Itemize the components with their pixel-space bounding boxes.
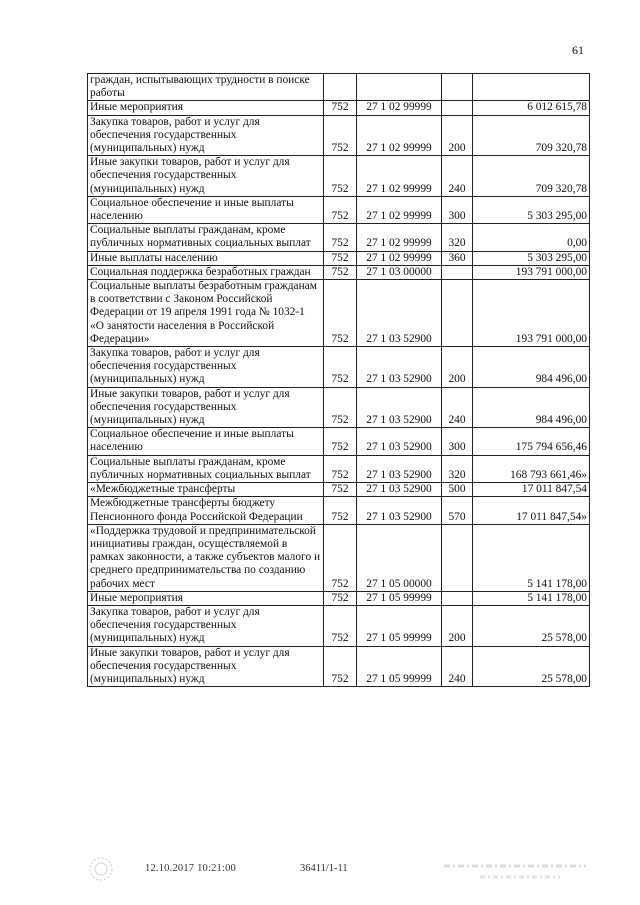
cell-name: Социальная поддержка безработных граждан [88,265,324,279]
cell-vr: 500 [442,483,473,497]
cell-ved: 752 [324,265,357,279]
cell-csr: 27 1 03 52900 [357,455,442,482]
cell-ved: 752 [324,497,357,524]
cell-csr: 27 1 02 99999 [357,101,442,115]
cell-csr: 27 1 05 99999 [357,646,442,687]
cell-csr: 27 1 02 99999 [357,251,442,265]
cell-ved: 752 [324,156,357,197]
table-row [88,115,590,156]
cell-name: «Межбюджетные трансферты [88,483,324,497]
cell-ved: 752 [324,524,357,591]
cell-csr: 27 1 03 52900 [357,347,442,388]
cell-ved: 752 [324,280,357,347]
cell-sum: 17 011 847,54» [473,497,590,524]
cell-name: Социальные выплаты гражданам, кроме публичных нормативных социальных выплат [88,224,324,251]
cell-vr [442,265,473,279]
table-row [88,265,590,279]
cell-sum: 5 141 178,00 [473,591,590,605]
cell-ved: 752 [324,347,357,388]
cell-name: Социальные выплаты безработным гражданам в соответствии с Законом Российской Федерации от 19 апреля 1991 года № 1032-1 «О занятости населения в Российской Федерации» [88,280,324,347]
cell-sum: 17 011 847,54 [473,483,590,497]
cell-vr [442,591,473,605]
cell-vr [442,74,473,101]
cell-csr: 27 1 03 52900 [357,483,442,497]
table-row [88,455,590,482]
cell-vr: 240 [442,387,473,428]
table-body [88,74,590,687]
cell-sum: 25 578,00 [473,646,590,687]
cell-csr: 27 1 02 99999 [357,196,442,223]
budget-table [87,73,590,687]
cell-csr: 27 1 03 00000 [357,265,442,279]
cell-csr: 27 1 05 99999 [357,591,442,605]
cell-vr: 200 [442,605,473,646]
cell-ved: 752 [324,115,357,156]
cell-csr: 27 1 03 52900 [357,280,442,347]
table-row [88,224,590,251]
cell-name: Социальные выплаты гражданам, кроме публичных нормативных социальных выплат [88,455,324,482]
cell-sum: 709 320,78 [473,115,590,156]
cell-vr [442,101,473,115]
cell-name: Иные выплаты населению [88,251,324,265]
table-row [88,497,590,524]
cell-vr [442,280,473,347]
table-row [88,591,590,605]
cell-name: Межбюджетные трансферты бюджету Пенсионного фонда Российской Федерации [88,497,324,524]
cell-sum: 25 578,00 [473,605,590,646]
cell-name: Социальное обеспечение и иные выплаты населению [88,428,324,455]
cell-name: Иные мероприятия [88,591,324,605]
cell-name: Иные закупки товаров, работ и услуг для обеспечения государственных (муниципальных) нужд [88,646,324,687]
cell-ved: 752 [324,428,357,455]
cell-vr: 300 [442,196,473,223]
footer-doc-code: 36411/1-11 [300,863,348,874]
cell-sum: 709 320,78 [473,156,590,197]
cell-ved: 752 [324,455,357,482]
cell-sum: 193 791 000,00 [473,265,590,279]
cell-sum: 5 303 295,00 [473,196,590,223]
cell-csr: 27 1 03 52900 [357,387,442,428]
cell-vr: 200 [442,347,473,388]
cell-vr [442,524,473,591]
cell-name: Закупка товаров, работ и услуг для обеспечения государственных (муниципальных) нужд [88,347,324,388]
table-row [88,387,590,428]
cell-vr: 320 [442,455,473,482]
cell-ved: 752 [324,101,357,115]
cell-csr: 27 1 05 99999 [357,605,442,646]
cell-sum: 984 496,00 [473,387,590,428]
cell-name: граждан, испытывающих трудности в поиске работы [88,74,324,101]
cell-name: Иные закупки товаров, работ и услуг для обеспечения государственных (муниципальных) нужд [88,387,324,428]
cell-sum: 193 791 000,00 [473,280,590,347]
cell-name: «Поддержка трудовой и предпринимательской инициативы граждан, осуществляемой в рамках законности, а также субъектов малого и среднего предпринимательства по созданию рабочих мест [88,524,324,591]
cell-name: Закупка товаров, работ и услуг для обеспечения государственных (муниципальных) нужд [88,605,324,646]
cell-sum: 175 794 656,46 [473,428,590,455]
table-row [88,428,590,455]
table-row [88,524,590,591]
cell-sum: 6 012 615,78 [473,101,590,115]
table-row [88,196,590,223]
cell-name: Социальное обеспечение и иные выплаты населению [88,196,324,223]
cell-vr: 360 [442,251,473,265]
cell-csr: 27 1 02 99999 [357,115,442,156]
cell-csr: 27 1 02 99999 [357,156,442,197]
cell-ved [324,74,357,101]
cell-csr [357,74,442,101]
cell-sum: 984 496,00 [473,347,590,388]
cell-csr: 27 1 03 52900 [357,497,442,524]
cell-ved: 752 [324,605,357,646]
cell-ved: 752 [324,591,357,605]
cell-csr: 27 1 05 00000 [357,524,442,591]
cell-csr: 27 1 03 52900 [357,428,442,455]
cell-ved: 752 [324,483,357,497]
cell-vr: 240 [442,646,473,687]
cell-vr: 320 [442,224,473,251]
cell-sum: 5 141 178,00 [473,524,590,591]
cell-sum [473,74,590,101]
cell-sum: 5 303 295,00 [473,251,590,265]
faint-seal-icon [88,856,114,882]
cell-vr: 240 [442,156,473,197]
table-row [88,605,590,646]
table-row [88,74,590,101]
cell-ved: 752 [324,196,357,223]
cell-name: Закупка товаров, работ и услуг для обеспечения государственных (муниципальных) нужд [88,115,324,156]
cell-ved: 752 [324,224,357,251]
table-row [88,251,590,265]
cell-csr: 27 1 02 99999 [357,224,442,251]
table-row [88,646,590,687]
table-row [88,280,590,347]
cell-ved: 752 [324,387,357,428]
cell-sum: 168 793 661,46» [473,455,590,482]
cell-name: Иные закупки товаров, работ и услуг для обеспечения государственных (муниципальных) нужд [88,156,324,197]
cell-vr: 300 [442,428,473,455]
table-row [88,483,590,497]
cell-vr: 570 [442,497,473,524]
table-row [88,156,590,197]
page-number: 61 [572,43,584,57]
cell-vr: 200 [442,115,473,156]
footer-timestamp: 12.10.2017 10:21:00 [145,863,237,874]
table-row [88,101,590,115]
cell-name: Иные мероприятия [88,101,324,115]
table-row [88,347,590,388]
cell-ved: 752 [324,646,357,687]
cell-ved: 752 [324,251,357,265]
cell-sum: 0,00 [473,224,590,251]
faint-stamp-mark [440,858,590,886]
